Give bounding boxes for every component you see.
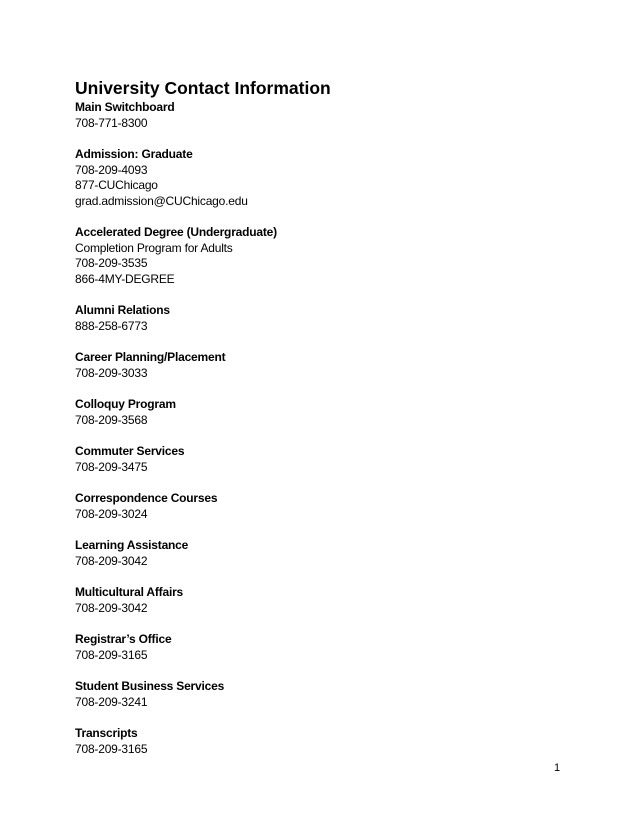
section-heading: Commuter Services [75,444,185,458]
contact-detail: 708-209-3165 [75,647,148,662]
section-heading: Transcripts [75,726,138,740]
section-heading: Alumni Relations [75,303,170,317]
contact-detail: 708-209-3165 [75,741,148,756]
contact-section [75,726,575,757]
contact-detail: 888-258-6773 [75,318,148,333]
page-title: University Contact Information [75,78,331,98]
contact-detail: 708-209-3568 [75,412,148,427]
page-number: 1 [554,762,561,774]
contact-detail: 708-209-3241 [75,694,148,709]
contact-section [75,350,575,381]
contact-section [75,585,575,616]
contact-detail: 708-209-4093 [75,162,148,177]
section-heading: Multicultural Affairs [75,585,184,599]
contact-section [75,100,575,131]
document-body [75,77,575,773]
section-heading: Colloquy Program [75,397,176,411]
contact-sections [75,100,575,757]
contact-section [75,679,575,710]
contact-detail: 708-209-3042 [75,600,148,615]
section-heading: Admission: Graduate [75,147,193,161]
contact-detail: Completion Program for Adults [75,240,233,255]
section-heading: Accelerated Degree (Undergraduate) [75,225,277,239]
contact-detail: 708-771-8300 [75,115,148,130]
contact-detail: grad.admission@CUChicago.edu [75,193,248,208]
contact-detail: 708-209-3033 [75,365,148,380]
section-heading: Registrar’s Office [75,632,172,646]
contact-detail: 866-4MY-DEGREE [75,271,175,286]
contact-detail: 708-209-3535 [75,256,148,270]
section-heading: Learning Assistance [75,538,189,552]
contact-section [75,303,575,334]
contact-section [75,491,575,522]
contact-detail: 708-209-3475 [75,459,148,474]
contact-section [75,225,575,287]
contact-section [75,538,575,569]
section-heading: Main Switchboard [75,100,175,114]
section-heading: Correspondence Courses [75,491,218,505]
section-heading: Career Planning/Placement [75,350,226,364]
contact-detail: 708-209-3042 [75,553,148,568]
contact-detail: 708-209-3024 [75,506,148,521]
contact-section [75,147,575,209]
contact-section [75,632,575,663]
contact-section [75,444,575,475]
section-heading: Student Business Services [75,679,225,693]
contact-detail: 877-CUChicago [75,178,158,192]
contact-section [75,397,575,428]
